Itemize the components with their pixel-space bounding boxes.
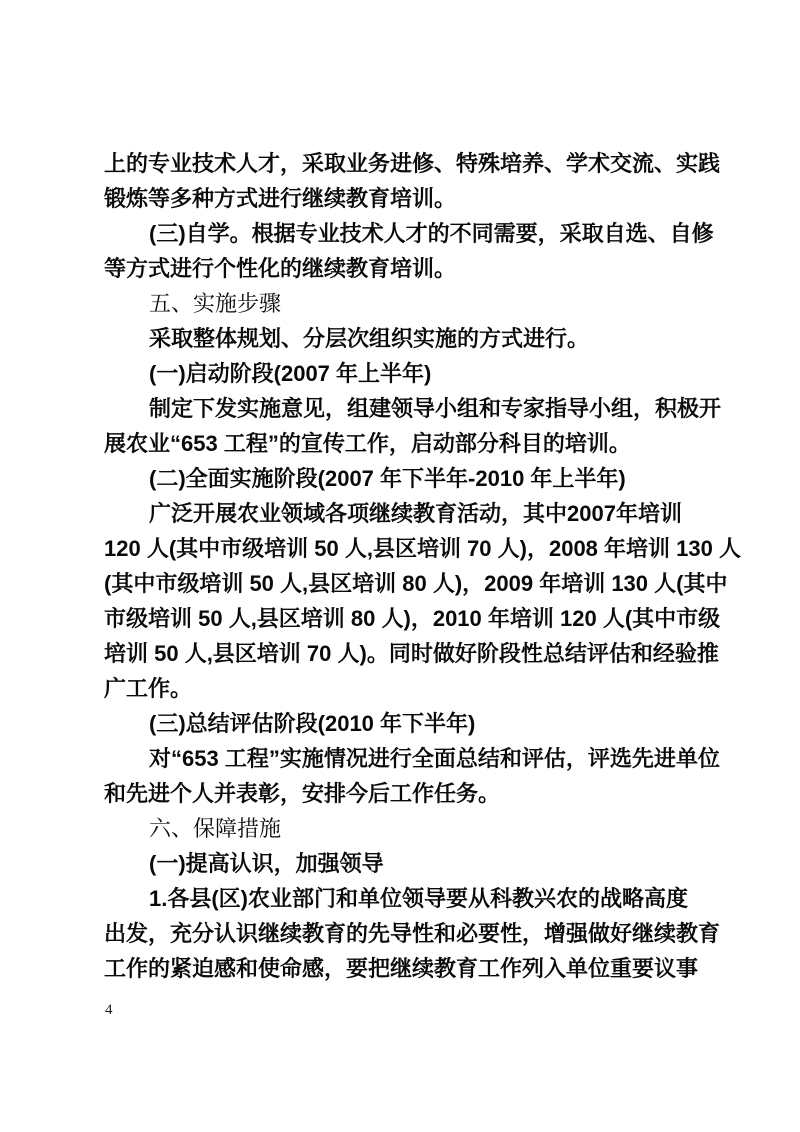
- text-line: (三)总结评估阶段(2010 年下半年): [149, 711, 476, 736]
- text-line: 广工作。: [104, 676, 193, 701]
- text-line: 制定下发实施意见，组建领导小组和专家指导小组，积极开: [149, 396, 722, 421]
- text-line: 市级培训 50 人,县区培训 80 人)，2010 年培训 120 人(其中市级: [104, 606, 721, 631]
- text-line: 六、保障措施: [149, 816, 282, 841]
- text-line: 和先进个人并表彰，安排今后工作任务。: [104, 781, 501, 806]
- text-line: 培训 50 人,县区培训 70 人)。同时做好阶段性总结评估和经验推: [104, 641, 719, 666]
- text-line: (其中市级培训 50 人,县区培训 80 人)，2009 年培训 130 人(其中: [104, 571, 728, 596]
- page-number: 4: [105, 1002, 113, 1018]
- text-line: 工作的紧迫感和使命感，要把继续教育工作列入单位重要议事: [104, 956, 699, 981]
- text-line: 120 人(其中市级培训 50 人,县区培训 70 人)，2008 年培训 130 人: [104, 536, 741, 561]
- text-line: 出发，充分认识继续教育的先导性和必要性，增强做好继续教育: [104, 921, 721, 946]
- document-body: [104, 146, 741, 986]
- text-line: 展农业“653 工程”的宣传工作，启动部分科目的培训。: [104, 431, 631, 456]
- text-line: 1.各县(区)农业部门和单位领导要从科教兴农的战略高度: [149, 886, 689, 911]
- text-line: 等方式进行个性化的继续教育培训。: [104, 256, 457, 281]
- text-line: (二)全面实施阶段(2007 年下半年-2010 年上半年): [149, 466, 626, 491]
- text-line: 采取整体规划、分层次组织实施的方式进行。: [149, 326, 590, 351]
- text-line: (三)自学。根据专业技术人才的不同需要，采取自选、自修: [149, 221, 714, 246]
- text-line: 广泛开展农业领域各项继续教育活动，其中2007年培训: [149, 501, 682, 526]
- text-line: 上的专业技术人才，采取业务进修、特殊培养、学术交流、实践: [104, 151, 721, 176]
- text-line: (一)提高认识，加强领导: [149, 851, 384, 876]
- text-line: 锻炼等多种方式进行继续教育培训。: [104, 186, 457, 211]
- text-line: 五、实施步骤: [149, 291, 282, 316]
- text-line: 对“653 工程”实施情况进行全面总结和评估，评选先进单位: [149, 746, 720, 771]
- text-line: (一)启动阶段(2007 年上半年): [149, 361, 432, 386]
